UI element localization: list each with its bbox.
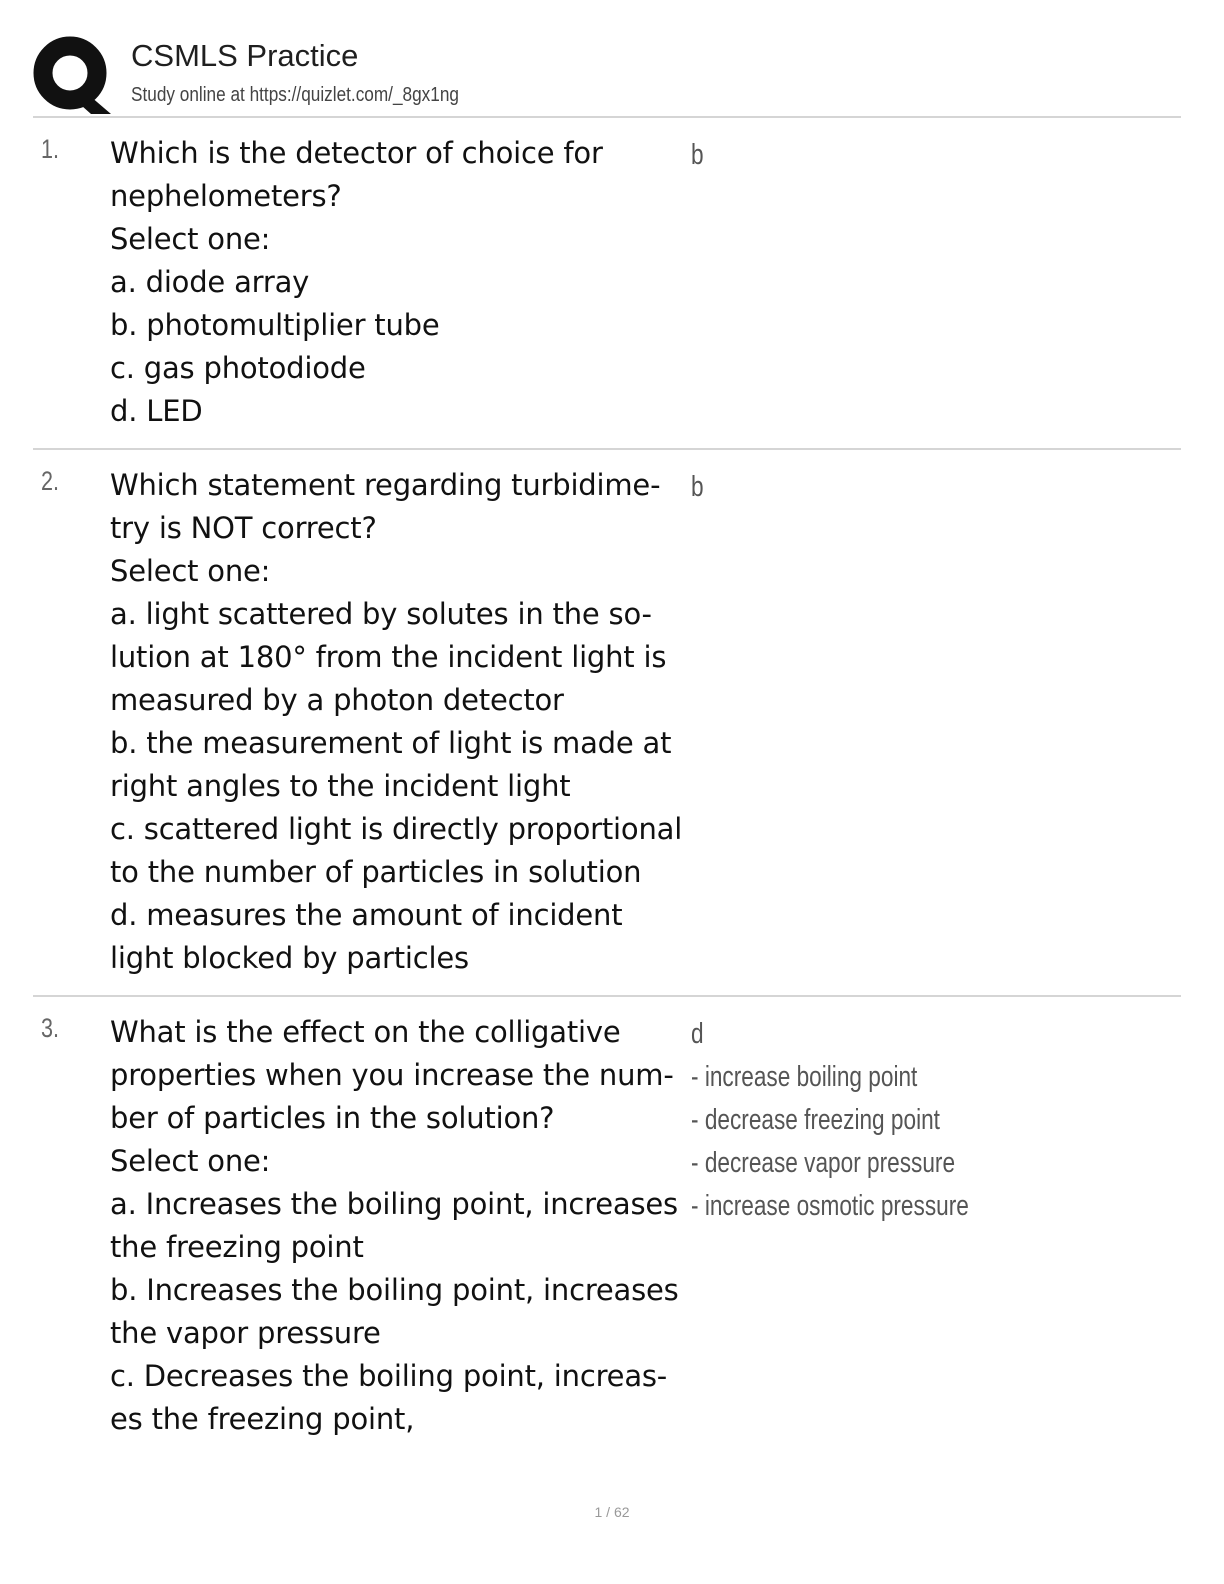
definition-line: - decrease freezing point [691, 1104, 940, 1136]
term-line: b. Increases the boiling point, increases [110, 1273, 679, 1307]
card-term [110, 1011, 695, 1441]
quizlet-logo-icon [33, 36, 111, 114]
term-line: a. light scattered by solutes in the so- [110, 597, 652, 631]
card-term [110, 464, 695, 980]
term-line: Which is the detector of choice for [110, 136, 603, 170]
term-line: to the number of particles in solution [110, 855, 642, 889]
definition-line: d [691, 1018, 704, 1050]
divider [33, 116, 1181, 118]
term-line: es the freezing point, [110, 1402, 415, 1436]
study-online-link[interactable]: Study online at https://quizlet.com/_8gx1ng [131, 84, 459, 106]
term-line: c. gas photodiode [110, 351, 366, 385]
definition-line: b [691, 471, 704, 503]
term-line: ber of particles in the solution? [110, 1101, 555, 1135]
term-line: a. Increases the boiling point, increases [110, 1187, 678, 1221]
definition-line: - decrease vapor pressure [691, 1147, 956, 1179]
card-definition [691, 134, 707, 177]
term-line: measured by a photon detector [110, 683, 564, 717]
term-line: c. Decreases the boiling point, increas- [110, 1359, 668, 1393]
term-line: properties when you increase the num- [110, 1058, 674, 1092]
card-number: 1. [41, 134, 60, 164]
term-line: the vapor pressure [110, 1316, 381, 1350]
card-number: 2. [41, 466, 60, 496]
term-line: light blocked by particles [110, 941, 469, 975]
term-line: Which statement regarding turbidime- [110, 468, 661, 502]
card-definition [691, 466, 707, 509]
term-line: nephelometers? [110, 179, 342, 213]
definition-line: - increase boiling point [691, 1061, 918, 1093]
card-term [110, 132, 695, 433]
set-title: CSMLS Practice [131, 38, 359, 73]
page-header [33, 30, 1181, 116]
divider [33, 448, 1181, 450]
term-line: Select one: [110, 554, 271, 588]
definition-line: b [691, 139, 704, 171]
term-line: a. diode array [110, 265, 310, 299]
term-line: Select one: [110, 222, 271, 256]
definition-line: - increase osmotic pressure [691, 1190, 969, 1222]
term-line: the freezing point [110, 1230, 364, 1264]
term-line: d. LED [110, 394, 203, 428]
divider [33, 995, 1181, 997]
term-line: What is the effect on the colligative [110, 1015, 621, 1049]
card-number: 3. [41, 1013, 60, 1043]
term-line: try is NOT correct? [110, 511, 377, 545]
term-line: c. scattered light is directly proportional [110, 812, 683, 846]
term-line: lution at 180° from the incident light is [110, 640, 667, 674]
page-number: 1 / 62 [594, 1504, 630, 1520]
term-line: right angles to the incident light [110, 769, 571, 803]
term-line: b. the measurement of light is made at [110, 726, 672, 760]
term-line: d. measures the amount of incident [110, 898, 623, 932]
card-definition [691, 1013, 1047, 1228]
term-line: Select one: [110, 1144, 271, 1178]
term-line: b. photomultiplier tube [110, 308, 440, 342]
